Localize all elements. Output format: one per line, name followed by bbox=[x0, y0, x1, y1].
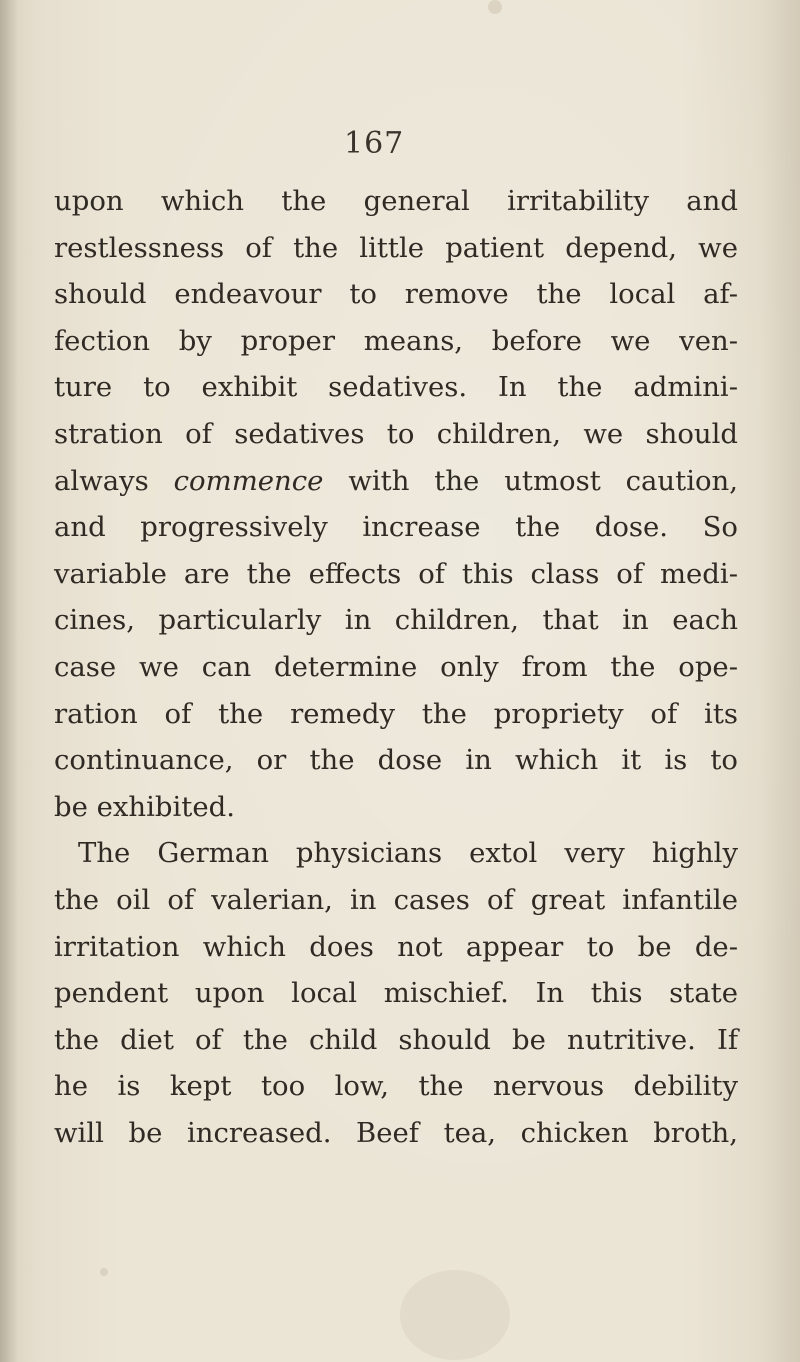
text-line: the oil of valerian, in cases of great infantile bbox=[54, 883, 738, 916]
page-number: 167 bbox=[344, 126, 405, 161]
text-line: cines, particularly in children, that in each bbox=[54, 604, 738, 637]
text-line: The German physicians extol very highly bbox=[78, 837, 738, 870]
paper-stain bbox=[100, 1268, 108, 1276]
text-line: be exhibited. bbox=[54, 790, 235, 823]
text-line: will be increased. Beef tea, chicken broth, bbox=[54, 1116, 738, 1149]
text-line: case we can determine only from the ope- bbox=[54, 650, 738, 683]
text-line bbox=[54, 458, 738, 505]
text-line: continuance, or the dose in which it is to bbox=[54, 744, 738, 777]
text-line: stration of sedatives to children, we should bbox=[54, 417, 738, 450]
text-line: irritation which does not appear to be de- bbox=[54, 930, 738, 963]
body-text bbox=[54, 178, 738, 1156]
paper-stain bbox=[400, 1270, 510, 1360]
text-line: fection by proper means, before we ven- bbox=[54, 324, 738, 357]
text-line: ture to exhibit sedatives. In the admini- bbox=[54, 371, 738, 404]
spine-shadow bbox=[0, 0, 18, 1362]
text-line: and progressively increase the dose. So bbox=[54, 511, 738, 544]
paper-stain bbox=[488, 0, 502, 14]
text-segment: with the utmost caution, bbox=[323, 464, 738, 497]
text-line: pendent upon local mischief. In this state bbox=[54, 977, 738, 1010]
text-line: upon which the general irritability and bbox=[54, 185, 738, 217]
italic-text: commence bbox=[173, 464, 324, 497]
text-line: he is kept too low, the nervous debility bbox=[54, 1070, 738, 1103]
text-line: restlessness of the little patient depend, we bbox=[54, 231, 738, 264]
text-line: should endeavour to remove the local af- bbox=[54, 278, 738, 311]
text-line: variable are the effects of this class of medi- bbox=[54, 557, 738, 590]
text-line: ration of the remedy the propriety of its bbox=[54, 697, 738, 730]
text-segment: always bbox=[54, 464, 174, 497]
text-line: the diet of the child should be nutritive. If bbox=[54, 1023, 738, 1056]
